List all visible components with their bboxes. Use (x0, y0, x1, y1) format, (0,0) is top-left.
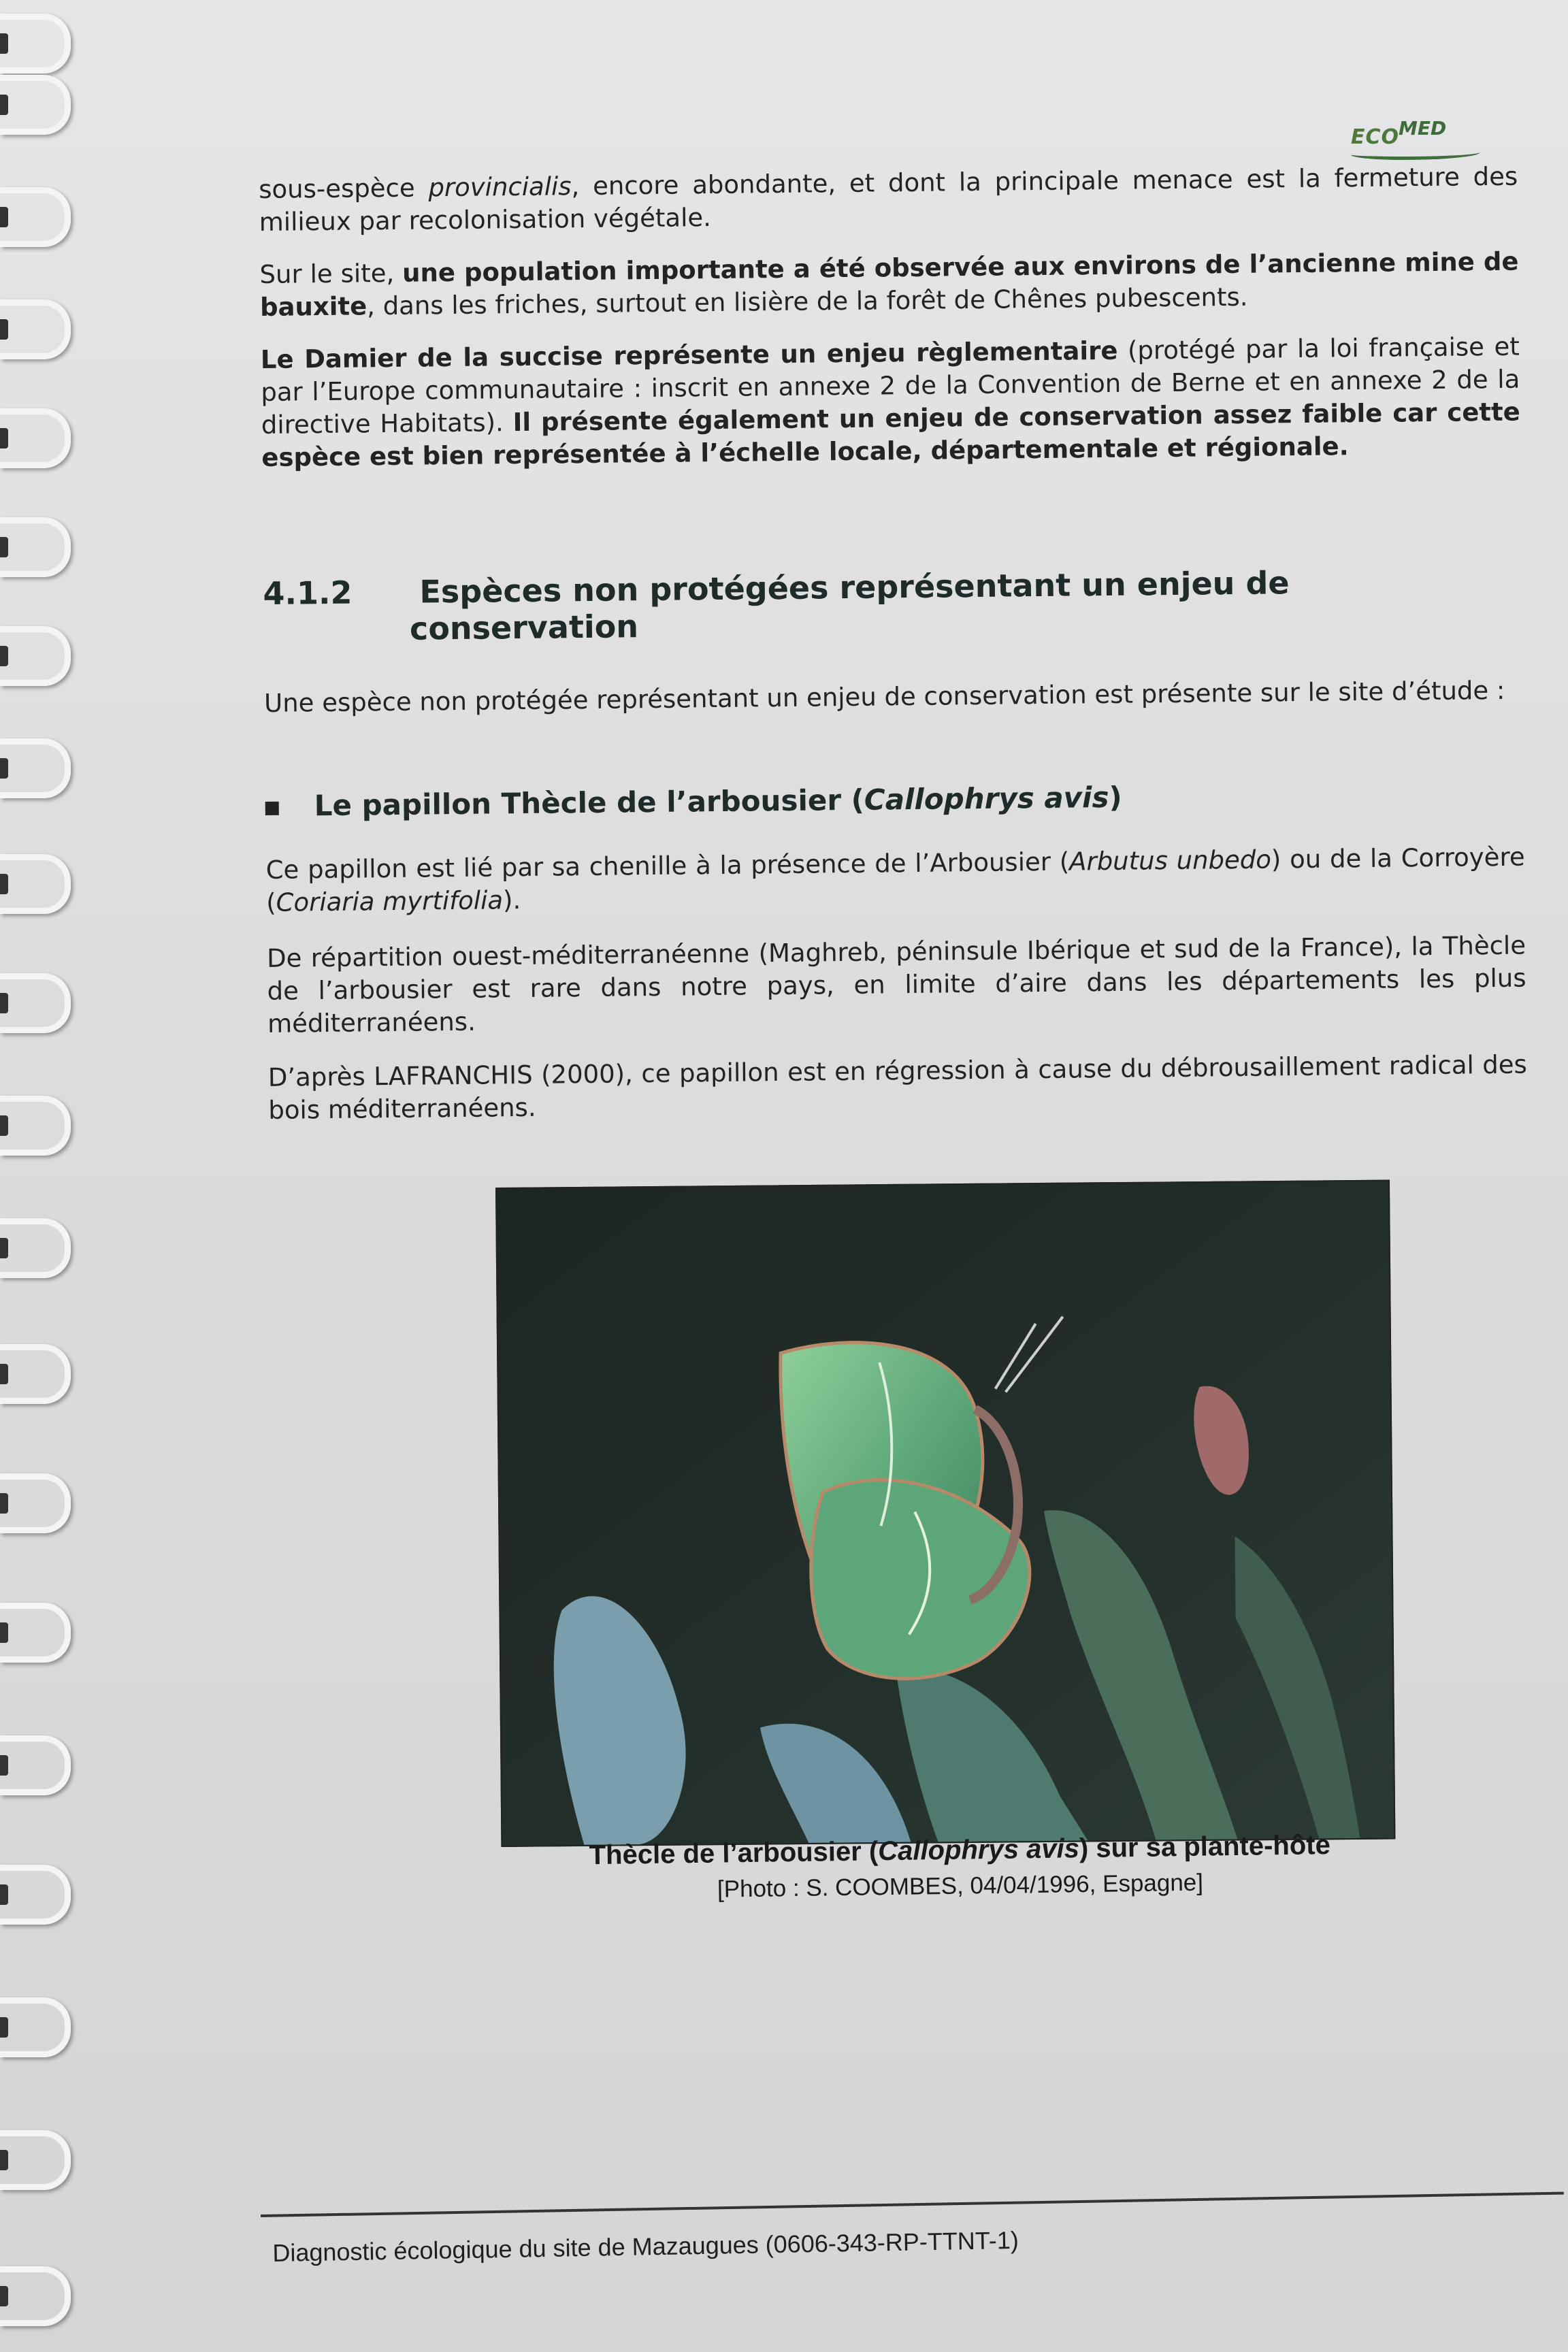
section-title-line2: conservation (409, 608, 639, 647)
species-regression: D’après LAFRANCHIS (2000), ce papillon est en régression à cause du débrousaillement radical des bois méditerranéens. (267, 1049, 1528, 1125)
footer-divider (261, 2192, 1564, 2217)
bullet-square-icon (265, 801, 279, 815)
photo-caption-title: Thècle de l’arbousier (Callophrys avis) sur sa plante-hôte (589, 1830, 1331, 1871)
section-number: 4.1.2 (263, 574, 353, 612)
species-heading: Le papillon Thècle de l’arbousier (Callophrys avis) (265, 781, 1122, 823)
ecomed-logo (1351, 116, 1490, 167)
photo-credit: [Photo : S. COOMBES, 04/04/1996, Espagne] (717, 1869, 1204, 1903)
butterfly-photo (495, 1180, 1395, 1847)
logo-eco-text: ECO (1351, 125, 1400, 149)
paragraph-enjeu: Le Damier de la succise représente un enjeu règlementaire (protégé par la loi française et par l’Europe communautaire : inscrit en annexe 2 de la Convention de Berne et en annexe 2 de la directive Habitats). Il présente également un enjeu de conservation assez faible car cette espèce est bien représentée à l’échelle locale, départementale et régionale. (260, 331, 1520, 472)
logo-swoosh-icon (1351, 147, 1480, 160)
section-title-line1: Espèces non protégées représentant un enjeu de (419, 564, 1290, 610)
spiral-binding (0, 0, 75, 2352)
species-host-plants: Ce papillon est lié par sa chenille à la présence de l’Arbousier (Arbutus unbedo) ou de la Corroyère (Coriaria myrtifolia). (265, 842, 1525, 917)
species-distribution: De répartition ouest-méditerranéenne (Maghreb, péninsule Ibérique et sud de la France), la Thècle de l’arbousier est rare dans notre pays, en limite d’aire dans les départements les plus méditerranéens. (266, 930, 1526, 1039)
paragraph-menace: sous-espèce provincialis, encore abondante, et dont la principale menace est la fermeture des milieux par recolonisation végétale. (259, 161, 1518, 237)
footer-text: Diagnostic écologique du site de Mazaugues (0606-343-RP-TTNT-1) (272, 2225, 1019, 2267)
section-intro: Une espèce non protégée représentant un enjeu de conservation est présente sur le site d’étude : (263, 675, 1505, 718)
photo-caption (551, 1829, 1369, 1906)
section-heading (263, 564, 1290, 649)
paragraph-population: Sur le site, une population importante a été observée aux environs de l’ancienne mine de bauxite, dans les friches, surtout en lisière de la forêt de Chênes pubescents. (259, 246, 1519, 322)
logo-med-text: MED (1399, 117, 1447, 140)
page-content (259, 161, 1528, 1125)
